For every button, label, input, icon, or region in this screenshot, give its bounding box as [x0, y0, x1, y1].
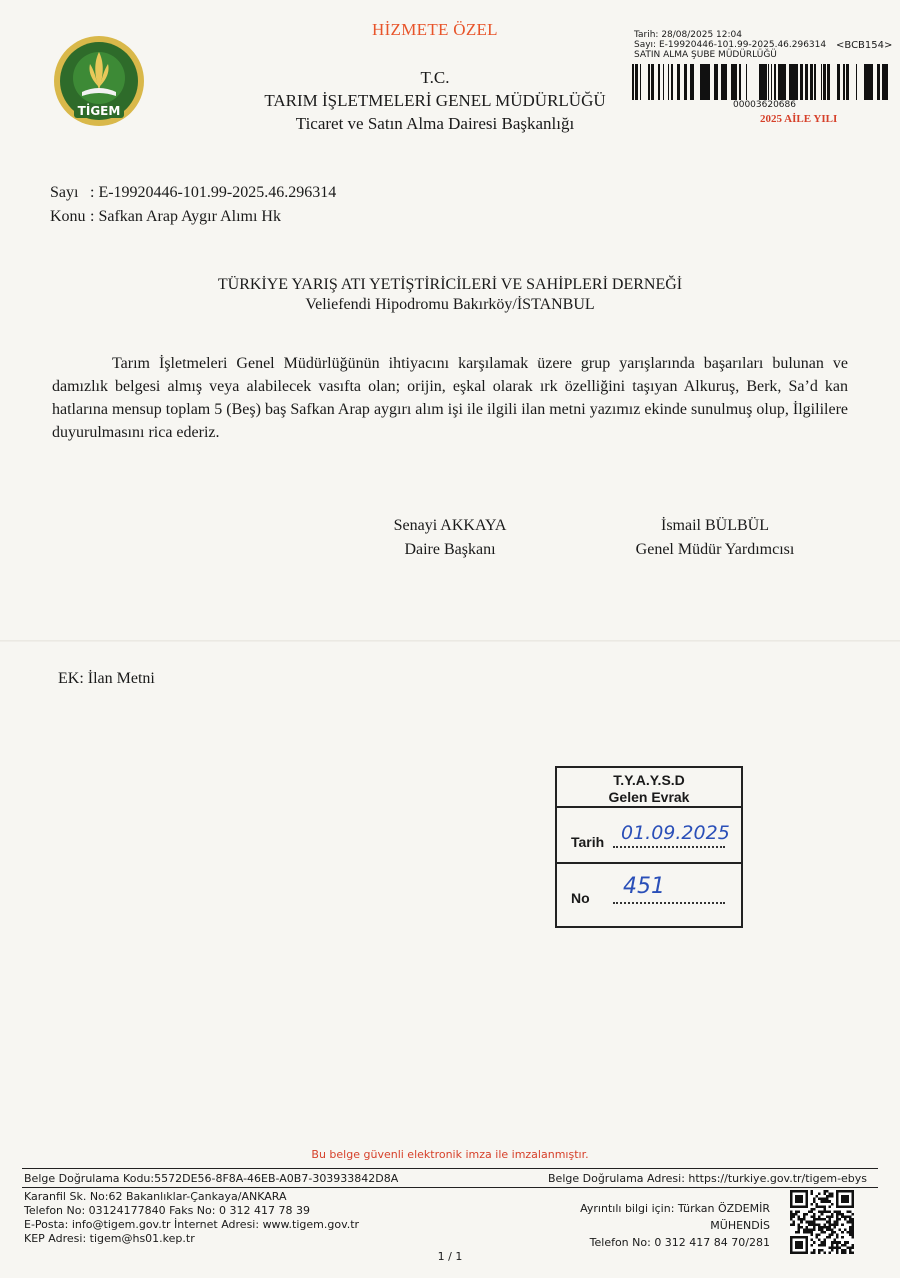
footer-info: [560, 1200, 770, 1251]
letterhead-ministry: TARIM İŞLETMELERİ GENEL MÜDÜRLÜĞÜ: [264, 91, 606, 110]
esign-notice: Bu belge güvenli elektronik imza ile imzalanmıştır.: [311, 1148, 589, 1161]
footer-contact: [24, 1190, 359, 1246]
recipient-block: [150, 275, 750, 315]
info-title: MÜHENDİS: [710, 1219, 770, 1232]
confidential-label: HİZMETE ÖZEL: [372, 20, 498, 39]
registry-date: Tarih: 28/08/2025 12:04: [634, 30, 742, 40]
footer-rule: [22, 1168, 878, 1169]
signature-title: Genel Müdür Yardımcısı: [635, 541, 795, 558]
info-person: Ayrıntılı bilgi için: Türkan ÖZDEMİR: [580, 1202, 770, 1215]
footer-phone: Telefon No: 03124177840 Faks No: 0 312 417 78 39: [24, 1204, 310, 1217]
registry-number: Sayı: E-19920446-101.99-2025.46.296314: [634, 40, 827, 50]
stamp-no-label: No: [571, 890, 590, 906]
qr-code-icon: [790, 1190, 854, 1254]
info-phone: Telefon No: 0 312 417 84 70/281: [589, 1236, 770, 1249]
footer-email: E-Posta: info@tigem.gov.tr İnternet Adresi: www.tigem.gov.tr: [24, 1218, 360, 1231]
konu-value: : Safkan Arap Aygır Alımı Hk: [90, 208, 281, 225]
letterhead: [215, 66, 655, 135]
incoming-document-stamp: [555, 766, 743, 928]
stamp-no-handwritten: 451: [623, 874, 665, 899]
letterhead-department: Ticaret ve Satın Alma Dairesi Başkanlığı: [295, 114, 575, 133]
sayi-label: Sayı: [50, 184, 79, 201]
barcode-icon: [632, 64, 888, 100]
signature-title: Daire Başkanı: [404, 541, 496, 558]
footer-rule: [22, 1187, 878, 1188]
logo-wordmark: TİGEM: [77, 104, 121, 118]
reference-block: [50, 181, 336, 229]
signature-name: İsmail BÜLBÜL: [661, 517, 769, 534]
letterhead-tc: T.C.: [420, 68, 450, 87]
stamp-org: T.Y.A.Y.S.D: [613, 772, 685, 788]
stamp-date-line: [613, 846, 725, 848]
barcode-number: 00003620686: [733, 100, 796, 110]
registry-code: <BCB154>: [836, 40, 893, 51]
stamp-date-handwritten: 01.09.2025: [621, 822, 730, 844]
signature-2: [600, 514, 830, 562]
attachment-note: EK: İlan Metni: [58, 670, 155, 687]
verification-address: Belge Doğrulama Adresi: https://turkiye.gov.tr/tigem-ebys: [548, 1172, 868, 1185]
stamp-label: Gelen Evrak: [608, 789, 690, 805]
year-label: 2025 AİLE YILI: [760, 113, 838, 125]
registry-stamp: [634, 30, 826, 60]
letter-body: Tarım İşletmeleri Genel Müdürlüğünün ihtiyacını karşılamak üzere grup yarışlarında başarıları bulunan ve damızlık belgesi almış veya alabilecek vasıfta olan; orijin, eşkal olarak ırk özelliğini taşıyan Alkuruş, Berk, Sa’d kan hatlarına mensup toplam 5 (Beş) baş Safkan Arap aygırı alım işi ile ilgili ilan metni yazımız ekinde sunulmuş olup, İlgililere duyurulmasını rica ederiz.: [52, 355, 848, 441]
registry-office: SATIN ALMA ŞUBE MÜDÜRLÜĞÜ: [634, 50, 777, 60]
signature-name: Senayi AKKAYA: [393, 517, 507, 534]
recipient-address: Veliefendi Hipodromu Bakırköy/İSTANBUL: [305, 296, 595, 313]
recipient-name: TÜRKİYE YARIŞ ATI YETİŞTİRİCİLERİ VE SAHİPLERİ DERNEĞİ: [217, 276, 683, 293]
verification-code: Belge Doğrulama Kodu:5572DE56-8F8A-46EB-A0B7-303933842D8A: [24, 1172, 399, 1185]
paper-fold: [0, 640, 900, 642]
konu-label: Konu: [50, 208, 86, 225]
footer-address: Karanfil Sk. No:62 Bakanlıklar-Çankaya/ANKARA: [24, 1190, 287, 1203]
footer-kep: KEP Adresi: tigem@hs01.kep.tr: [24, 1232, 195, 1245]
sayi-value: : E-19920446-101.99-2025.46.296314: [90, 184, 337, 201]
signature-1: [370, 514, 530, 562]
stamp-date-label: Tarih: [571, 834, 605, 850]
page-number: 1 / 1: [437, 1250, 463, 1263]
stamp-no-line: [613, 902, 725, 904]
